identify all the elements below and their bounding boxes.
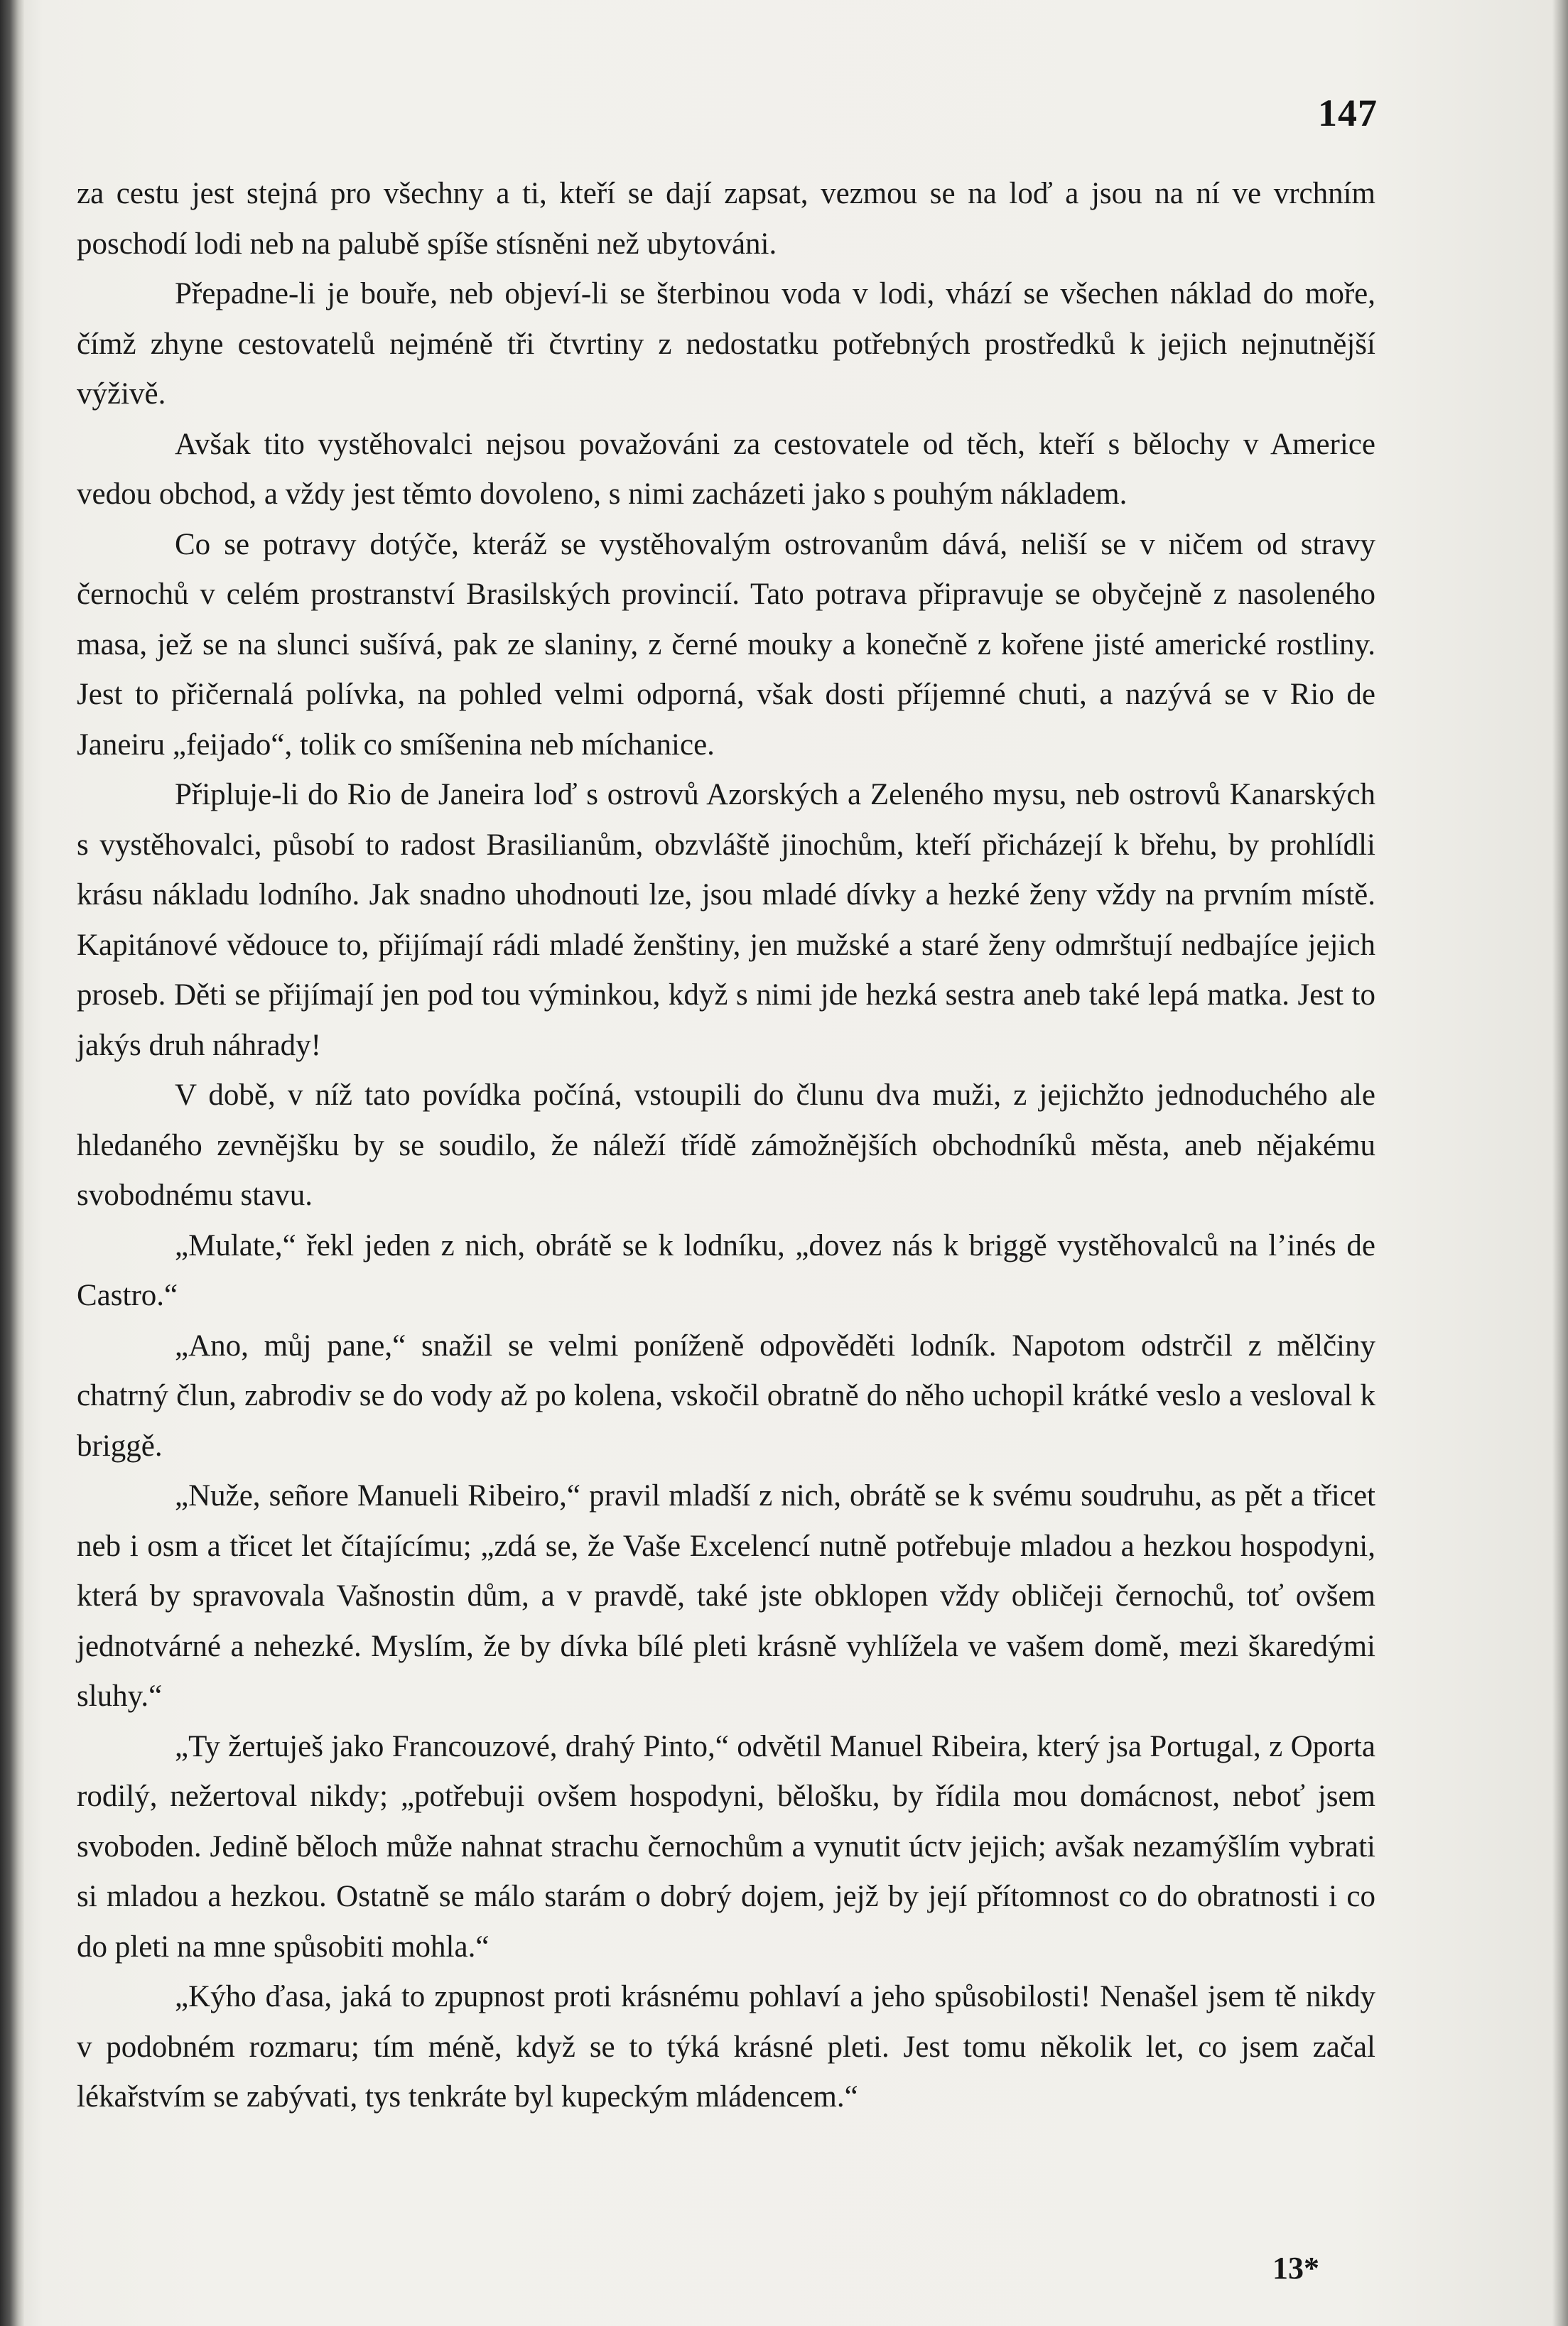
page-binding-shadow [0, 0, 24, 2326]
paragraph-6: V době, v níž tato povídka počíná, vstoupili do člunu dva muži, z jejichžto jednoduchého ale hledaného zevnějšku by se soudilo, že náleží třídě zámožnějších obchodníků města, aneb nějakému svobodnému stavu. [77, 1078, 1375, 1212]
paragraph-7: „Mulate,“ řekl jeden z nich, obrátě se k lodníku, „dovez nás k briggě vystěhovalců na l’inés de Castro.“ [77, 1228, 1375, 1312]
paragraph-10: „Ty žertuješ jako Francouzové, drahý Pinto,“ odvětil Manuel Ribeira, který jsa Portugal, z Oporta rodilý, nežertoval nikdy; „potřebuji ovšem hospodyni, bělošku, by řídila mou domácnost, neboť jsem svoboden. Jedině běloch může nahnat strachu černochům a vynutit úctv jejich; avšak nezamýšlím vybrati si mladou a hezkou. Ostatně se málo starám o dobrý dojem, jejž by její přítomnost co do obratnosti i co do pleti na mne spůsobiti mohla.“ [77, 1729, 1375, 1964]
body-text [77, 169, 1375, 2123]
page-edge-shadow [1552, 0, 1568, 2326]
paragraph-3: Avšak tito vystěhovalci nejsou považováni za cestovatele od těch, kteří s bělochy v Americe vedou obchod, a vždy jest těmto dovoleno, s nimi zacházeti jako s pouhým nákladem. [77, 427, 1375, 511]
paragraph-9: „Nuže, señore Manueli Ribeiro,“ pravil mladší z nich, obrátě se k svému soudruhu, as pět a třicet neb i osm a třicet let čítajícímu; „zdá se, že Vaše Excelencí nutně potřebuje mladou a hezkou hospodyni, která by spravovala Vašnostin dům, a v pravdě, také jste obklopen vždy obličeji černochů, toť ovšem jednotvárné a nehezké. Myslím, že by dívka bílé pleti krásně vyhlížela ve vašem domě, mezi škaredými sluhy.“ [77, 1479, 1375, 1713]
page-number: 147 [1318, 92, 1378, 134]
paragraph-4: Co se potravy dotýče, kteráž se vystěhovalým ostrovanům dává, neliší se v ničem od stravy černochů v celém prostranství Brasilských provincií. Tato potrava připravuje se obyčejně z nasoleného masa, jež se na slunci sušívá, pak ze slaniny, z černé mouky a konečně z kořene jisté americké rostliny. Jest to přičernalá polívka, na pohled velmi odporná, však dosti příjemné chuti, a nazývá se v Rio de Janeiru „feijado“, tolik co smíšenina neb míchanice. [77, 527, 1375, 762]
paragraph-8: „Ano, můj pane,“ snažil se velmi poníženě odpověděti lodník. Napotom odstrčil z mělčiny chatrný člun, zabrodiv se do vody až po kolena, vskočil obratně do něho uchopil krátké veslo a vesloval k briggě. [77, 1329, 1375, 1463]
paragraph-1: za cestu jest stejná pro všechny a ti, kteří se dají zapsat, vezmou se na loď a jsou na ní ve vrchním poschodí lodi neb na palubě spíše stísněni než ubytováni. [77, 177, 1375, 261]
signature-mark: 13* [1272, 2251, 1319, 2286]
paragraph-11: „Kýho ďasa, jaká to zpupnost proti krásnému pohlaví a jeho spůsobilosti! Nenašel jsem tě nikdy v podobném rozmaru; tím méně, když se to týká krásné pleti. Jest tomu několik let, co jsem začal lékařstvím se zabývati, tys tenkráte byl kupeckým mládencem.“ [77, 1980, 1375, 2114]
paragraph-2: Přepadne-li je bouře, neb objeví-li se šterbinou voda v lodi, vhází se všechen náklad do moře, čímž zhyne cestovatelů nejméně tři čtvrtiny z nedostatku potřebných prostředků k jejich nejnutnější výživě. [77, 277, 1375, 411]
paragraph-5: Připluje-li do Rio de Janeira loď s ostrovů Azorských a Zeleného mysu, neb ostrovů Kanarských s vystěhovalci, působí to radost Brasilianům, obzvláště jinochům, kteří přicházejí k břehu, by prohlídli krásu nákladu lodního. Jak snadno uhodnouti lze, jsou mladé dívky a hezké ženy vždy na prvním místě. Kapitánové vědouce to, přijímají rádi mladé ženštiny, jen mužské a staré ženy odmrštují nedbajíce jejich proseb. Děti se přijímají jen pod tou výminkou, když s nimi jde hezká sestra aneb také lepá matka. Jest to jakýs druh náhrady! [77, 778, 1375, 1062]
